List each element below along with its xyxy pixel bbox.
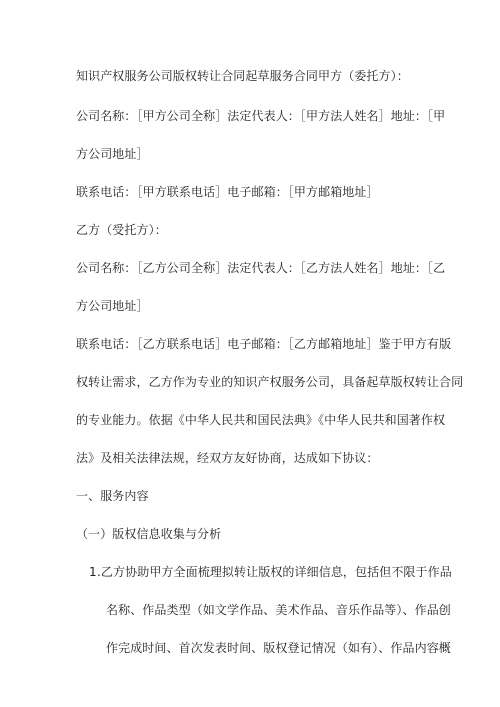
party-a-info-line: 公司名称：［甲方公司全称］法定代表人：［甲方法人姓名］地址：［甲 (76, 109, 446, 123)
list-item-line: .乙方协助甲方全面梳理拟转让版权的详细信息，包括但不限于作品 (97, 565, 452, 579)
party-b-contact-line: 联系电话：［乙方联系电话］电子邮箱：［乙方邮箱地址］鉴于甲方有版 (76, 337, 452, 351)
preamble-line: 的专业能力。依据《中华人民共和国民法典》《中华人民共和国著作权 (76, 413, 446, 427)
party-b-address-line: 方公司地址］ (76, 299, 149, 313)
list-item-line: 作完成时间、首次发表时间、版权登记情况（如有）、作品内容概 (106, 641, 451, 655)
party-a-address-line: 方公司地址］ (76, 147, 149, 161)
list-item-number: 1 (89, 565, 97, 579)
party-b-info-line: 公司名称：［乙方公司全称］法定代表人：［乙方法人姓名］地址：［乙 (76, 261, 446, 275)
contract-title-line: 知识产权服务公司版权转让合同起草服务合同甲方（委托方）： (76, 69, 409, 83)
list-item-line: 名称、作品类型（如文学作品、美术作品、音乐作品等）、作品创 (106, 603, 451, 617)
preamble-line: 权转让需求，乙方作为专业的知识产权服务公司，具备起草版权转让合同 (76, 375, 464, 389)
preamble-line: 法》及相关法律法规，经双方友好协商，达成如下协议： (76, 451, 379, 465)
subsection-heading: （一）版权信息收集与分析 (76, 527, 222, 541)
party-b-heading: 乙方（受托方）： (76, 223, 167, 237)
party-a-contact-line: 联系电话：［甲方联系电话］电子邮箱：［甲方邮箱地址］ (76, 185, 379, 199)
section-heading: 一、服务内容 (76, 489, 149, 503)
